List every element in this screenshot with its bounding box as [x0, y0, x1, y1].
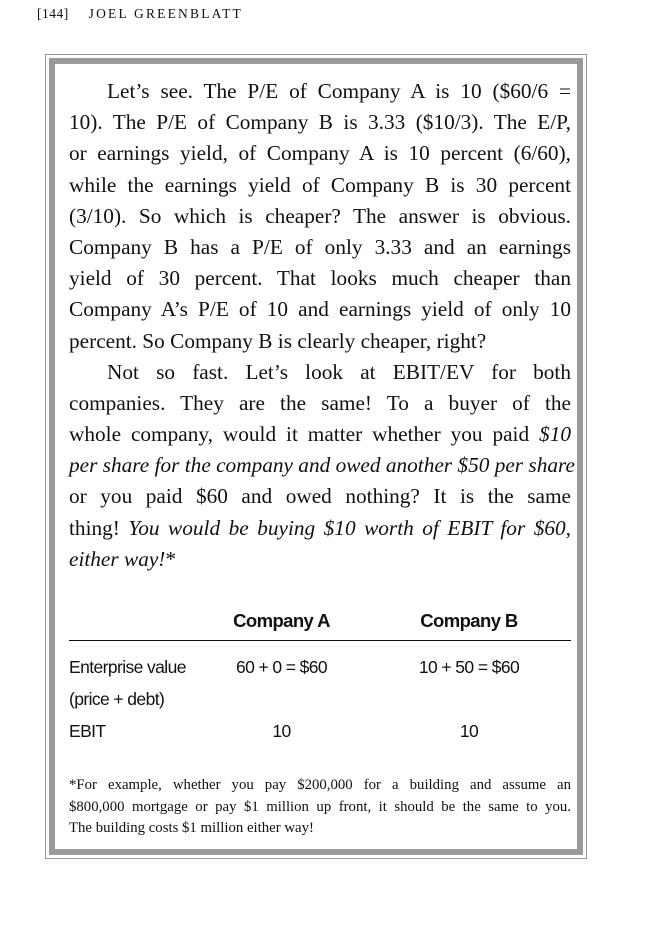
row-label: Enterprise value	[69, 657, 186, 677]
sidebar-box-inner	[49, 58, 583, 855]
comparison-table	[69, 604, 571, 745]
row-label: (price + debt)	[69, 689, 165, 709]
column-header-company-a: Company A	[233, 610, 330, 631]
text-line	[69, 450, 575, 481]
italic-text: per share for the company and owed another $50 per share	[69, 453, 575, 478]
text-segment: whole company, would it matter whether you paid	[69, 422, 540, 447]
text-line	[69, 513, 571, 544]
text-line	[69, 419, 571, 450]
text-line	[69, 76, 571, 107]
text-line	[69, 232, 571, 263]
text-segment: 10). The P/E of Company B is 3.33 ($10/3). The E/P,	[69, 110, 571, 135]
text-line	[69, 481, 571, 512]
text-line	[69, 294, 571, 325]
row-label: EBIT	[69, 721, 106, 741]
text-segment: companies. They are the same! To a buyer of the	[69, 390, 571, 415]
text-segment: Not so fast. Let’s look at EBIT/EV for both	[107, 359, 571, 384]
sidebar-box	[45, 54, 587, 859]
text-segment: Let’s see. The P/E of Company A is 10 ($60/6 =	[107, 79, 571, 103]
column-header-company-b: Company B	[420, 610, 518, 631]
text-line	[69, 544, 571, 575]
text-segment: while the earnings yield of Company B is 30 percent	[69, 172, 571, 197]
text-line	[69, 263, 571, 294]
footnote-line: *For example, whether you pay $200,000 for a building and assume an	[69, 777, 571, 793]
cell-company-b: 10	[459, 721, 479, 741]
italic-text: $10	[539, 422, 571, 447]
paragraph	[69, 357, 575, 575]
text-segment: or you paid $60 and owed nothing? It is the same	[69, 484, 571, 509]
text-segment: or earnings yield, of Company A is 10 percent (6/60),	[69, 141, 571, 166]
text-segment: thing!	[69, 515, 129, 540]
table-row	[69, 713, 571, 745]
text-line	[69, 170, 571, 201]
italic-text: either way!	[69, 546, 166, 571]
italic-text: You would be buying $10 worth of EBIT for $60,	[128, 515, 571, 540]
table-row	[69, 681, 571, 713]
text-segment: Company B has a P/E of only 3.33 and an earnings	[69, 234, 571, 259]
footnote-line: $800,000 mortgage or pay $1 million up front, it should be the same to you.	[69, 798, 571, 815]
footnote	[69, 775, 571, 840]
running-head	[37, 6, 243, 22]
page-number: [144]	[37, 6, 69, 21]
text-line	[69, 388, 571, 419]
body-text	[69, 76, 575, 575]
text-line	[69, 201, 571, 232]
text-segment: (3/10). So which is cheaper? The answer is obvious.	[69, 203, 571, 228]
table-row	[69, 649, 571, 681]
text-segment: *	[165, 546, 177, 571]
cell-company-b: 10 + 50 = $60	[418, 657, 520, 677]
footnote-line: The building costs $1 million either way!	[69, 820, 314, 836]
text-segment: yield of 30 percent. That looks much cheaper than	[69, 266, 571, 291]
text-line	[69, 357, 571, 388]
paragraph	[69, 76, 571, 357]
text-segment: percent. So Company B is clearly cheaper, right?	[69, 328, 487, 353]
cell-company-a: 10	[272, 721, 291, 741]
text-line	[69, 107, 571, 138]
text-line	[69, 138, 571, 169]
cell-company-a: 60 + 0 = $60	[235, 657, 328, 677]
text-segment: Company A’s P/E of 10 and earnings yield of only 10	[69, 297, 571, 322]
text-line	[69, 326, 571, 357]
author-name: JOEL GREENBLATT	[88, 6, 243, 21]
table-header	[69, 604, 571, 641]
